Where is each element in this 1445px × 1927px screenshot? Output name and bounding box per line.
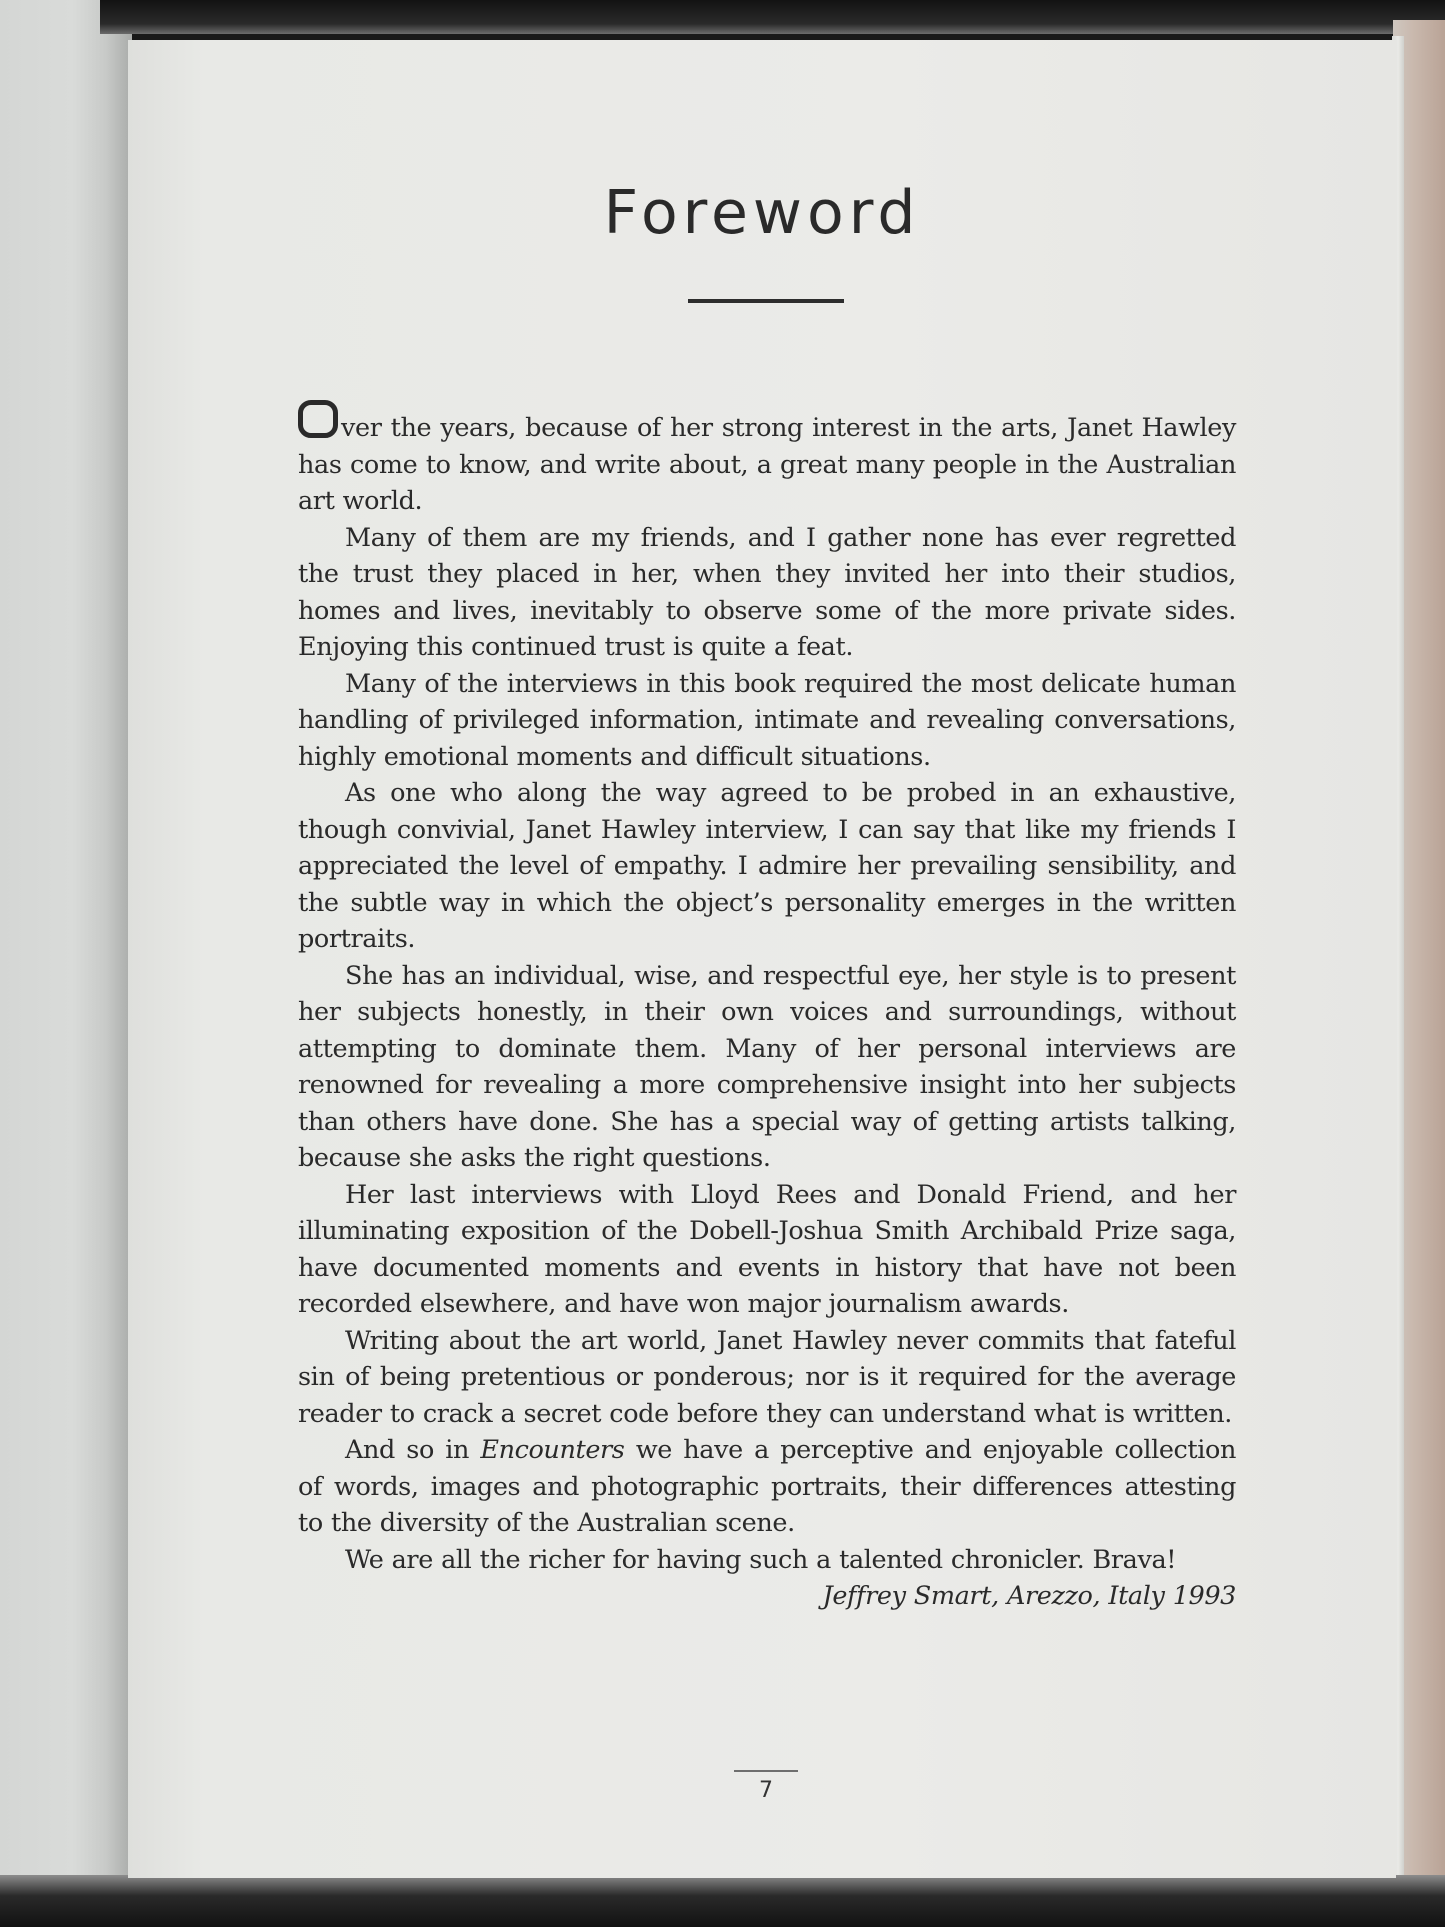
paragraph-8 (298, 1432, 1236, 1542)
paragraph-4: As one who along the way agreed to be probed in an exhaustive, though convivial, Janet Hawley interview, I can say that like my friends I appreciated the level of empathy. I admire her prevailing sensibility, and the subtle way in which the object’s personality emerges in the written portraits. (298, 778, 1236, 954)
paragraph-9: We are all the richer for having such a talented chronicler. Brava! (345, 1544, 1177, 1575)
left-facing-page (0, 0, 132, 1927)
drop-cap (298, 400, 338, 438)
page-title: Foreword (603, 178, 921, 248)
paragraph-6: Her last interviews with Lloyd Rees and Donald Friend, and her illuminating exposition of the Dobell-Joshua Smith Archibald Prize saga, have documented moments and events in history that have not been recorded elsewhere, and have won major journalism awards. (298, 1179, 1236, 1319)
paragraph-1 (298, 400, 1236, 520)
paragraph-8-rest: we have a perceptive and enjoyable collection of words, images and photographic portraits, their differences attesting to the diversity of the Australian scene. (298, 1435, 1236, 1538)
paragraph-1-text: ver the years, because of her strong interest in the arts, Janet Hawley has come to know, and write about, a great many people in the Australian art world. (298, 413, 1236, 516)
page-number: 7 (759, 1778, 773, 1803)
bottom-background (0, 1875, 1445, 1927)
author-signature: Jeffrey Smart, Arezzo, Italy 1993 (822, 1581, 1236, 1611)
page-number-rule (734, 1770, 798, 1772)
foreword-body (298, 400, 1236, 1615)
foreword-page (128, 40, 1396, 1878)
title-underline (688, 299, 844, 303)
paragraph-8-lead: And so in (345, 1435, 481, 1465)
paragraph-5: She has an individual, wise, and respectful eye, her style is to present her subjects honestly, in their own voices and surroundings, without attempting to dominate them. Many of her personal interviews are renowned for revealing a more comprehensive insight into her subjects than others have done. She has a special way of getting artists talking, because she asks the right questions. (298, 960, 1236, 1173)
top-background (100, 0, 1445, 34)
paragraph-3: Many of the interviews in this book required the most delicate human handling of privileged information, intimate and revealing conversations, highly emotional moments and difficult situations. (298, 668, 1236, 772)
paragraph-7: Writing about the art world, Janet Hawley never commits that fateful sin of being pretentious or ponderous; nor is it required for the average reader to crack a secret code before they can understand what is written. (298, 1325, 1236, 1429)
book-title-italic: Encounters (480, 1435, 625, 1465)
paragraph-2: Many of them are my friends, and I gather none has ever regretted the trust they placed in her, when they invited her into their studios, homes and lives, inevitably to observe some of the more private sides. Enjoying this continued trust is quite a feat. (298, 522, 1236, 662)
